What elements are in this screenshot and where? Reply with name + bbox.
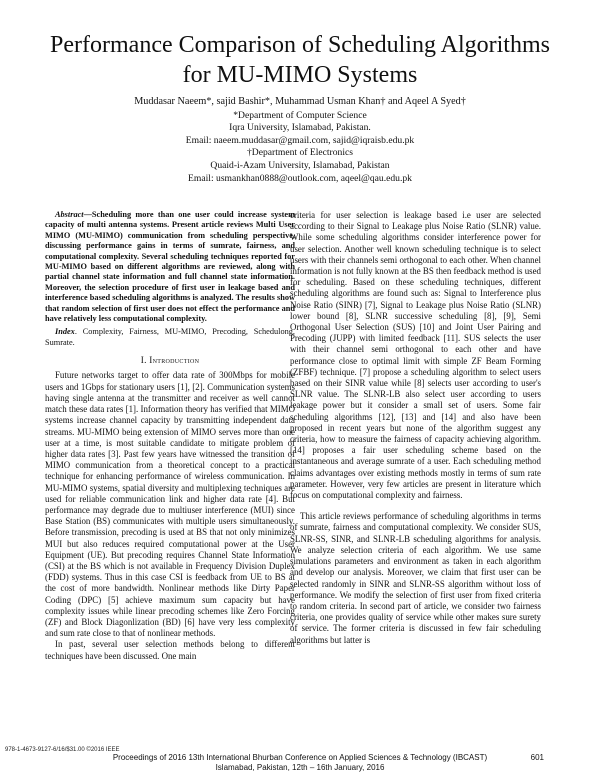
proceedings-info — [50, 753, 550, 772]
page-number: 601 — [530, 753, 544, 762]
paragraph: In past, several user selection methods belong to different techniques have been discussed. One main — [45, 639, 295, 661]
affiliation-dept-1: *Department of Computer Science — [233, 109, 367, 121]
paragraph: This article reviews performance of scheduling algorithms in terms of sumrate, fairness and computational complexity. We consider SUS, SLNR-SS, SINR, and SLNR-LB scheduling algorithms for analysis. We analyze selection criteria of each algorithm. We use same simulations parameters and environment as taken in each algorithm and develop our analysis. Moreover, we claim that first user can be selected randomly in SINR and SLNR-SS algorithm without loss of performance. We modify the selection of first user from fixed criteria to random criteria. In second part of article, we consider two fairness criteria, one provides quality of service while other makes sure surety of service. The former criteria is discussed in few fair scheduling algorithms but latter is — [290, 511, 541, 645]
right-column — [290, 210, 541, 646]
isbn-copyright: 978-1-4673-9127-6/16/$31.00 ©2016 IEEE — [5, 747, 120, 753]
abstract-text: —Scheduling more than one user could increase system capacity of multi antenna systems. Present article reviews Multi User MIMO (MU-MIMO) communication from scheduling perspective, discussing performance gains in terms of sumrate, fairness, and computational complexity. Several scheduling techniques reported for MU-MIMO based on different algorithms are reviewed, along with partial channel state information and full channel state information. Moreover, the selection procedure of first user in leakage based and interference based scheduling algorithms is analyzed. The results show that random selection of first user does not effect the performance and have relatively less computational complexity. — [45, 210, 295, 324]
section-heading-introduction: I. Introduction — [140, 355, 200, 366]
paragraph-gap — [290, 501, 541, 511]
affiliation-email-1: Email: naeem.muddasar@gmail.com, sajid@iqraisb.edu.pk — [185, 134, 415, 146]
paper-title: Performance Comparison of Scheduling Algorithms for MU-MIMO Systems — [50, 32, 550, 88]
affiliation-inst-1: Iqra University, Islamabad, Pakistan. — [229, 122, 371, 134]
index-terms-text: . Complexity, Fairness, MU-MIMO, Precoding, Schedulong, Sumrate. — [45, 327, 295, 347]
page-footer — [0, 747, 600, 773]
affiliation-dept-2: †Department of Electronics — [246, 147, 354, 159]
affiliation-inst-2: Quaid-i-Azam University, Islamabad, Pakistan — [210, 159, 390, 171]
affiliation-email-2: Email: usmankhan0888@outlook.com, aqeel@qau.edu.pk — [188, 172, 412, 184]
paragraph: Future networks target to offer data rate of 300Mbps for mobile users and 1Gbps for stationary users [1], [2]. Communication systems having single antenna at the transmitter and receiver as well cannot match these data rates [1]. Information theory has verified that MIMO systems increase channel capacity by transmitting independent data streams. MU-MIMO being extension of MIMO serves more than one user at a time, is most suitable candidate to mitigate problem of higher data rates [3]. Past few years have witnessed the transition of MIMO communication from a theoretical concept to a practical technique for enhancing performance of wireless communication. In MU-MIMO systems, spatial diversity and multiplexing techniques are used for reliable communication link and higher data rate [4]. But performance may degrade due to multiuser interference (MUI) since Base Station (BS) communicates with multiple users simultaneously. Before transmission, precoding is used at BS that not only minimizes MUI but also reduces required computational power at the User Equipment (UE). But precoding requires Channel State Information (CSI) at the BS which is not available in Frequency Division Duplex (FDD) systems. Thus in this case CSI is feedback from UE to BS at the cost of more bandwidth. Nonlinear methods like Dirty Paper Coding (DPC) [5] achieve maximum sum capacity but have complexity issues while linear precoding schemes like Zero Forcing (ZF) and Block Diagonlization (BD) [6] have very less complexity and sum rate close to that of nonlinear methods. — [45, 370, 295, 639]
abstract-lead: Abstract — [55, 210, 84, 219]
left-column — [45, 210, 295, 662]
author-block — [30, 96, 570, 185]
proceedings-line-1: Proceedings of 2016 13th International Bhurban Conference on Applied Sciences & Technology (IBCAST) — [112, 753, 488, 762]
abstract — [45, 210, 295, 324]
proceedings-line-2: Islamabad, Pakistan, 12th – 16th January, 2016 — [215, 762, 385, 772]
author-names: Muddasar Naeem*, sajid Bashir*, Muhammad Usman Khan† and Aqeel A Syed† — [134, 96, 466, 107]
index-terms — [45, 327, 295, 348]
index-terms-lead: Index — [55, 327, 75, 337]
paragraph: criteria for user selection is leakage based i.e user are selected according to their Signal to Leakage plus Noise Ratio (SLNR) value. While some scheduling algorithms consider interference power for user selection. Another well known scheduling technique is to select users with their channels semi orthogonal to each other. When channel information is not fully known at the BS then feedback method is used for scheduling. Based on these scheduling techniques, different scheduling algorithms are found such as: Signal to Interference plus Noise Ratio (SINR) [7], Signal to Leakage plus Noise Ratio (SLNR) lower bound [8], SLNR successive scheduling [8], [9], Semi Orthogonal User Selection (SUS) [10] and Joint User Pairing and Precoding (JUPP) with limited feedback [11]. SUS selects the user with their channel semi orthogonal to each other and have performance close to optimal limit with simple ZF Beam Forming (ZFBF) technique. [7] propose a scheduling algorithm to select users based on their SINR value while [8] selects user according to user's SLNR value. The SLNR-LB also select user according to users leakage power but it consider a small set of users. Some fair scheduling algorithms [12], [13] and [14] and also have been proposed in recent years but none of the algorithm suggest any criteria, how to measure the fairness of capacity achieving algorithm. [14] proposes a fair user scheduling scheme based on the instantaneous and average sumrate of a user. Each scheduling method claims advantages over existing methods mostly in terms of sum rate parameter. However, very few articles are present in literature which focus on computational complexity and fairness. — [290, 210, 541, 501]
